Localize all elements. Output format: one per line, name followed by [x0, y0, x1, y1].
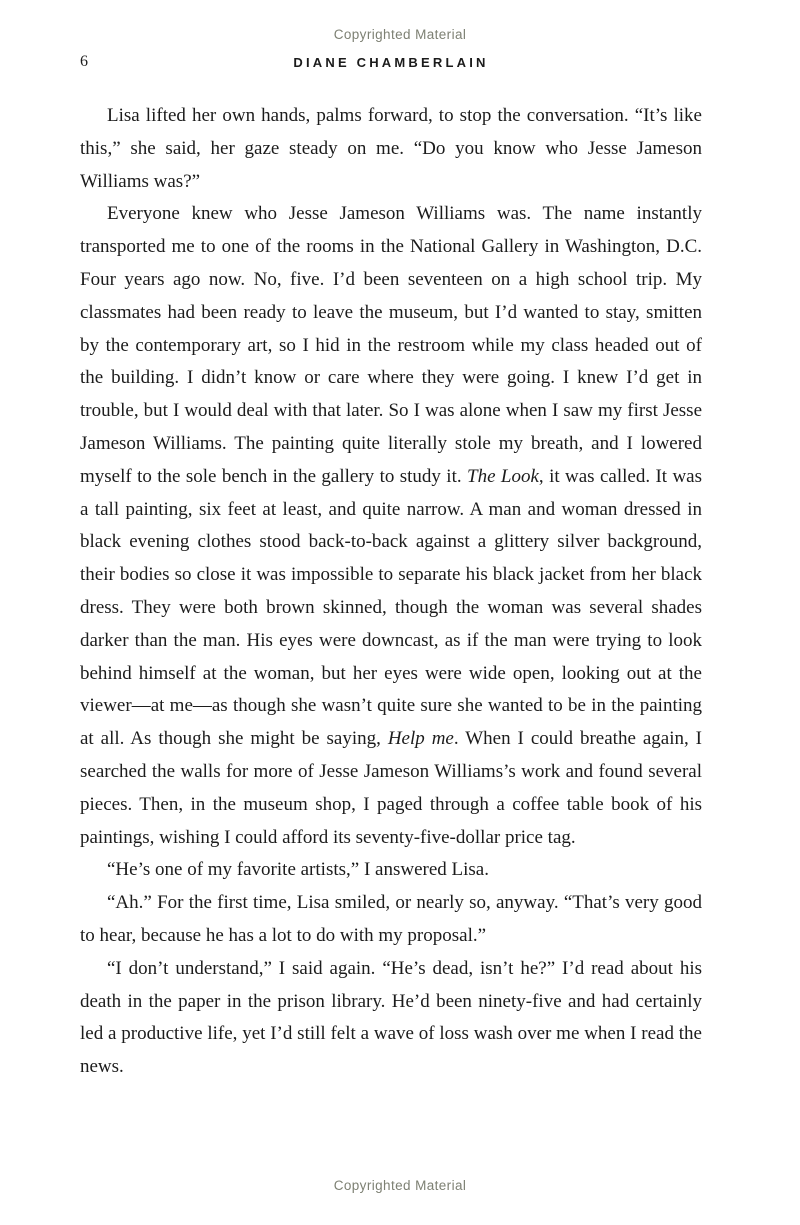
text-run: “I don’t understand,” I said again. “He’s dead, isn’t he?” I’d read about his death in the paper in the prison library. He’d been ninety-five and had certainly led a productive life, yet I’d still felt a wave of loss wash over me when I read the news. — [80, 957, 702, 1078]
paragraph — [80, 887, 702, 953]
page-header — [80, 53, 702, 73]
body-text — [80, 100, 702, 1084]
text-run: , it was called. It was a tall painting, six feet at least, and quite narrow. A man and woman dressed in black evening clothes stood back-to-back against a glittery silver background, their bodies so close it was impossible to separate his black jacket from her black dress. They were both brown skinned, though the woman was several shades darker than the man. His eyes were downcast, as if the man were trying to look behind himself at the woman, but her eyes were wide open, looking out at the viewer—at me—as though she wasn’t quite sure she wanted to be in the painting at all. As though she might be saying, — [80, 465, 703, 750]
paragraph — [80, 953, 702, 1084]
copyright-notice-top: Copyrighted Material — [333, 27, 467, 42]
italic-text-run: The Look — [467, 465, 539, 487]
paragraph — [80, 198, 702, 854]
text-run: “Ah.” For the first time, Lisa smiled, or nearly so, anyway. “That’s very good to hear, because he has a lot to do with my proposal.” — [80, 892, 702, 946]
text-run: Everyone knew who Jesse Jameson Williams was. The name instantly transported me to one of the rooms in the National Gallery in Washington, D.C. Four years ago now. No, five. I’d been seventeen on a high school trip. My classmates had been ready to leave the museum, but I’d wanted to stay, smitten by the contemporary art, so I hid in the restroom while my class headed out of the building. I didn’t know or care where they were going. I knew I’d get in trouble, but I would deal with that later. So I was alone when I saw my first Jesse Jameson Williams. The painting quite literally stole my breath, and I lowered myself to the sole bench in the gallery to study it. — [80, 203, 702, 487]
paragraph — [80, 100, 702, 198]
text-run: “He’s one of my favorite artists,” I answered Lisa. — [107, 859, 489, 881]
copyright-notice-bottom: Copyrighted Material — [333, 1178, 467, 1193]
italic-text-run: Help me — [387, 728, 454, 750]
text-run: Lisa lifted her own hands, palms forward, to stop the conversation. “It’s like this,” she said, her gaze steady on me. “Do you know who Jesse Jameson Williams was?” — [80, 105, 702, 192]
page-number: 6 — [80, 53, 88, 70]
running-header: DIANE CHAMBERLAIN — [293, 55, 489, 70]
text-run: . When I could breathe again, I searched the walls for more of Jesse Jameson Williams’s work and found several pieces. Then, in the museum shop, I paged through a coffee table book of his paintings, wishing I could afford its seventy-five-dollar price tag. — [80, 728, 702, 848]
paragraph — [80, 854, 702, 887]
